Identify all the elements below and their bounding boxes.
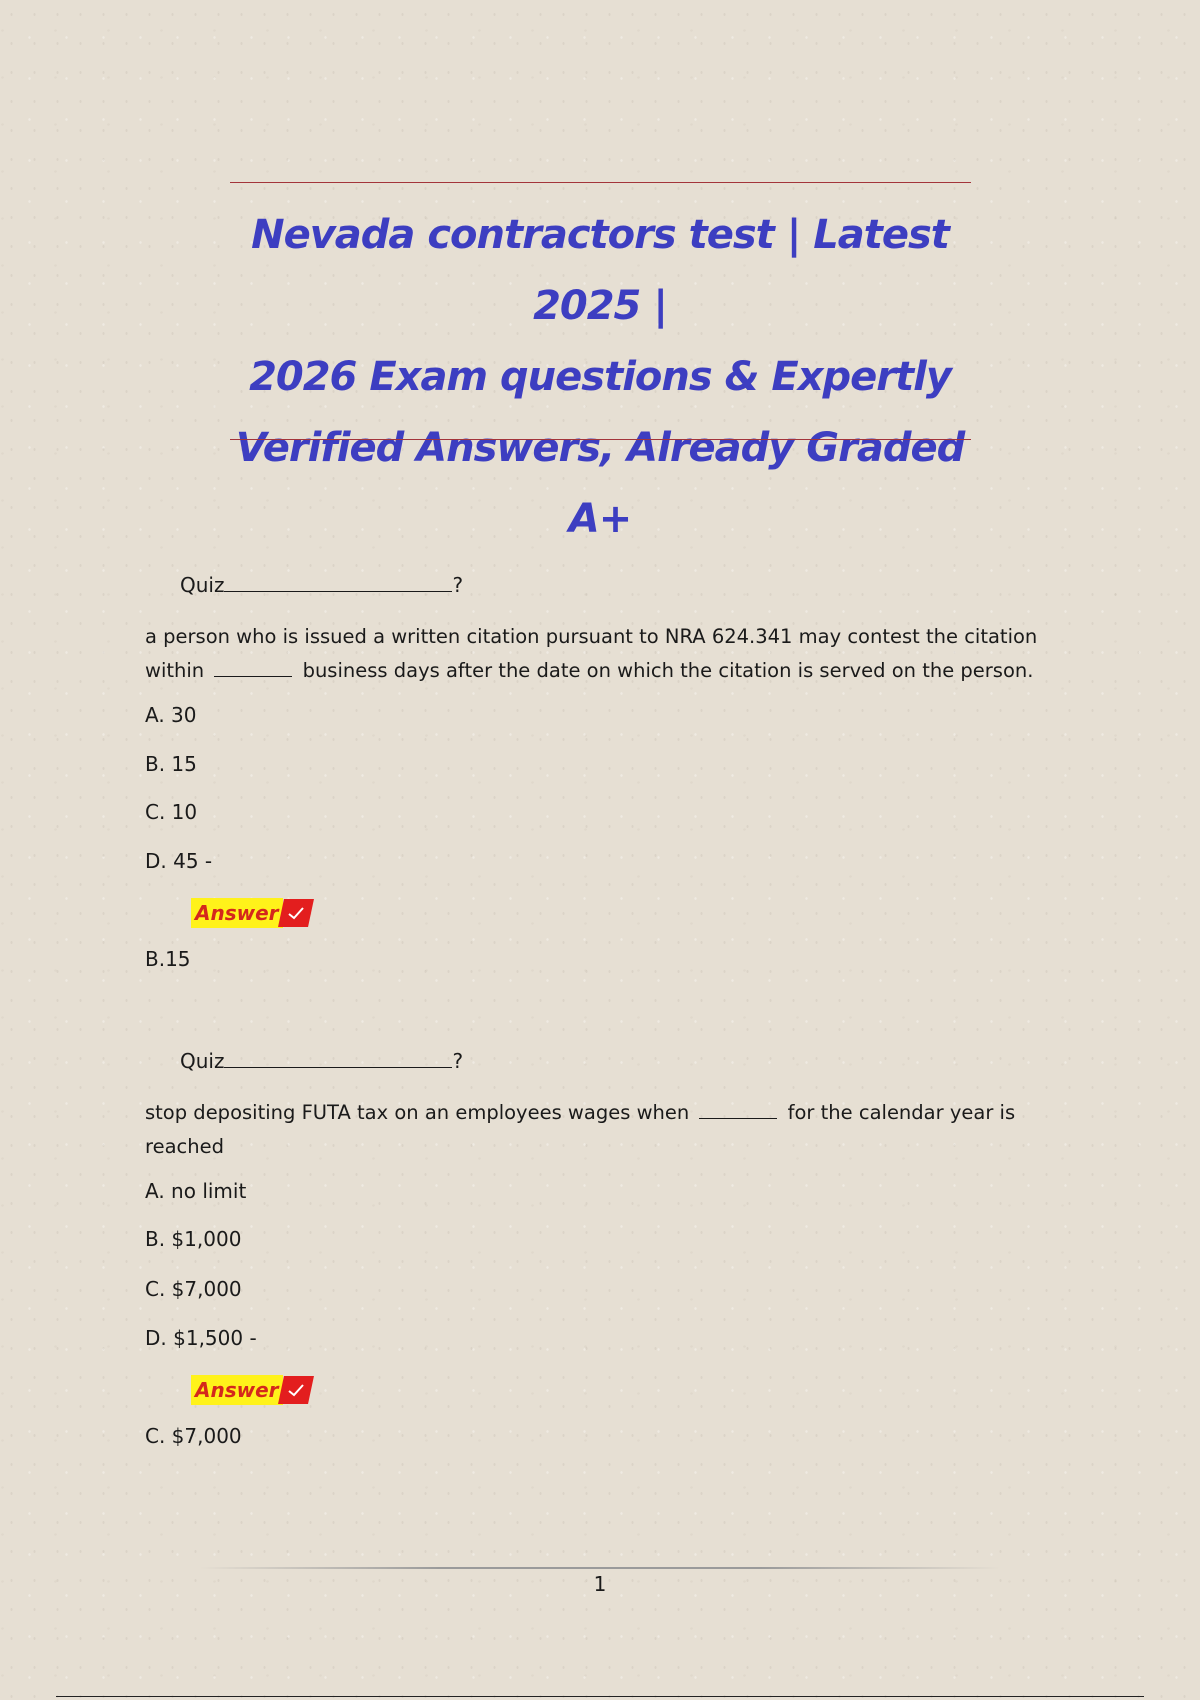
- answer-value: C. $7,000: [145, 1424, 242, 1448]
- question-text-part-2: business days after the date on which the citation is served on the person.: [302, 659, 1034, 682]
- checkmark-icon: [278, 899, 314, 927]
- fill-in-blank: [214, 660, 292, 677]
- answer-label: Answer: [191, 898, 283, 928]
- title-bottom-rule: [230, 439, 971, 440]
- title-top-rule: [230, 182, 971, 183]
- option-b: B. 15: [145, 752, 197, 776]
- quiz-label: Quiz: [180, 1049, 225, 1073]
- option-c: C. 10: [145, 800, 198, 824]
- question-text: [145, 620, 1065, 688]
- answer-badge: [191, 898, 311, 928]
- checkmark-icon: [278, 1376, 314, 1404]
- quiz-label: Quiz: [180, 573, 225, 597]
- option-a: A. 30: [145, 703, 197, 727]
- option-a: A. no limit: [145, 1179, 247, 1203]
- option-d: D. 45 -: [145, 849, 213, 873]
- page-number: 1: [593, 1572, 607, 1596]
- option-c: C. $7,000: [145, 1277, 242, 1301]
- question-text: [145, 1096, 1025, 1164]
- quiz-heading: [180, 1049, 463, 1073]
- answer-label: Answer: [191, 1375, 283, 1405]
- quiz-blank: [224, 1049, 452, 1068]
- quiz-mark: ?: [452, 573, 464, 597]
- question-text-part-1: a person who is issued a written citation pursuant to NRA 624.341 may contest the citation within: [145, 625, 1038, 682]
- quiz-heading: [180, 573, 463, 597]
- answer-badge: [191, 1375, 311, 1405]
- quiz-mark: ?: [452, 1049, 464, 1073]
- title-line-3: Verified Answers, Already Graded A+: [235, 425, 965, 542]
- title-line-2: 2026 Exam questions & Expertly: [249, 354, 951, 400]
- page-bottom-line: [56, 1696, 1144, 1697]
- document-title: [200, 200, 1000, 555]
- question-text-part-1: stop depositing FUTA tax on an employees wages when: [145, 1101, 690, 1124]
- fill-in-blank: [699, 1102, 777, 1119]
- title-line-1: Nevada contractors test | Latest 2025 |: [251, 212, 949, 329]
- question-text-part-2: for the calendar year is reached: [145, 1101, 1016, 1158]
- quiz-blank: [224, 573, 452, 592]
- answer-value: B.15: [145, 947, 191, 971]
- footer-rule: [200, 1567, 1000, 1569]
- option-d: D. $1,500 -: [145, 1326, 257, 1350]
- option-b: B. $1,000: [145, 1227, 242, 1251]
